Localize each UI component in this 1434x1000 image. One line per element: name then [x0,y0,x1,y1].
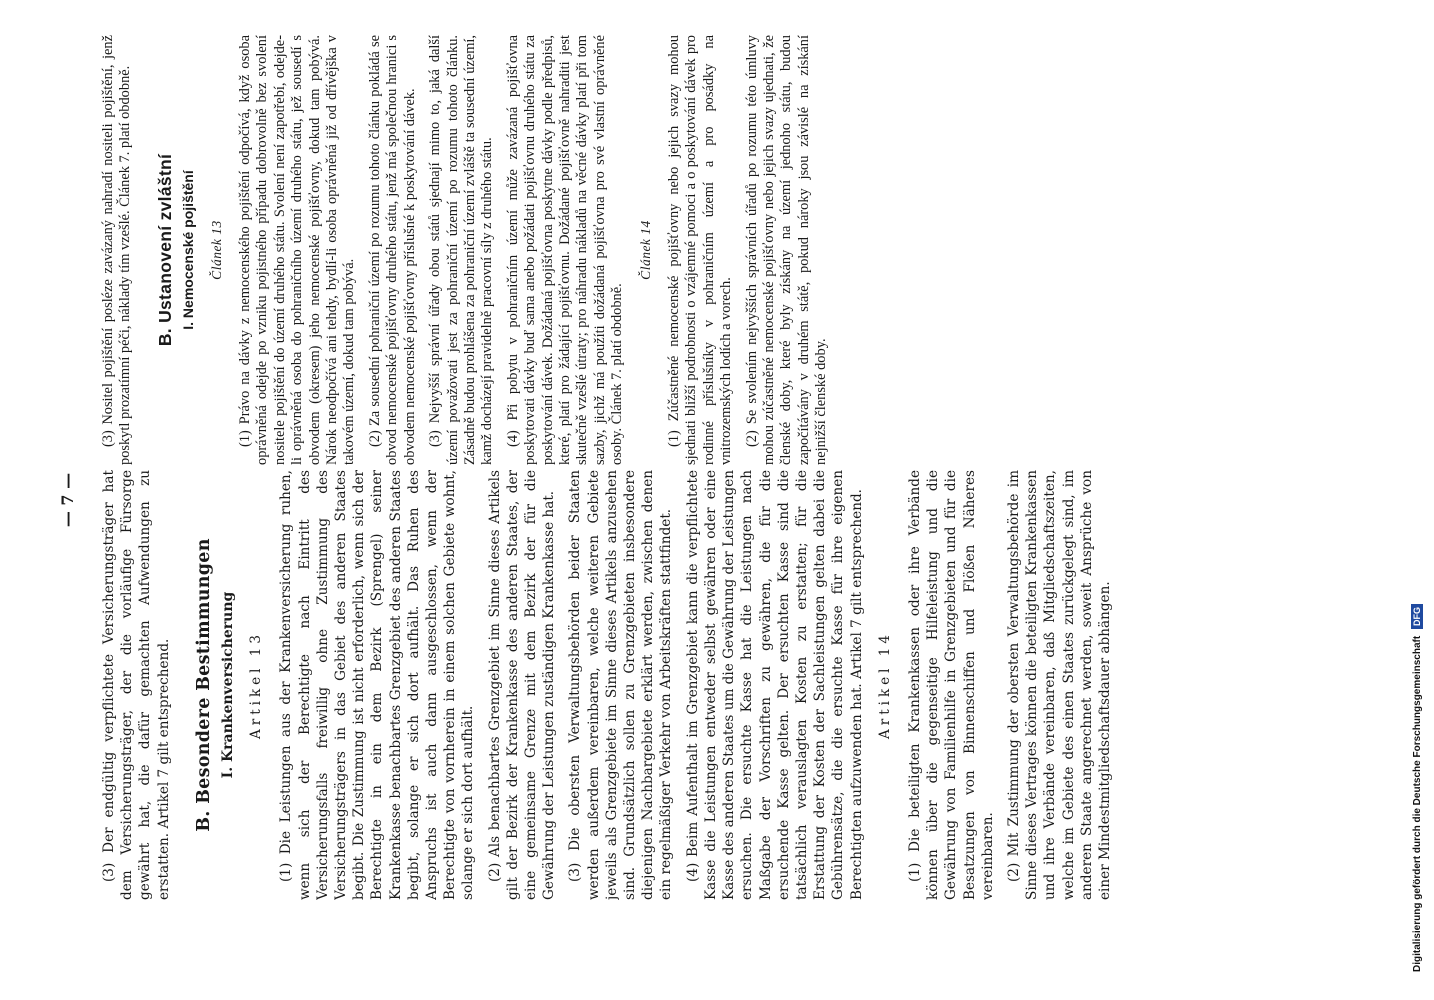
dfg-logo: DFG [1411,604,1423,629]
czech-art14-para-1: (1) Zúčastněné nemocenské pojišťovny nebo jejich svazy mohou sjednati bližší podrobnosti o vzájemné pomoci a o poskytování dávek pro rodinné příslušníky v pohraničním území a pro posádky na vnitrozemských lodích a vorech. [665,35,735,465]
german-article-14-title: Artikel 14 [876,631,893,739]
german-intro-paragraph: (3) Der endgültig verpflichtete Versicherungsträger hat dem Versicherungsträger, der die vorläufige Fürsorge gewährt hat, die dafür gemachten Aufwendungen zu erstatten. Artikel 7 gilt entsprechend. [101,470,172,900]
czech-art14-para-2: (2) Se svolením nejvyšších správních úřadů po rozumu této úmluvy mohou zúčastněné nemocenské pojišťovny nebo jejich svazy ujednati, že členské doby, které byly získány na území jednoho státu, budou započítávány v druhém státě, pokud nároky jsou závislé na získání nejnižší členské doby. [743,35,830,465]
czech-art13-para-1: (1) Právo na dávky z nemocenského pojištění odpočívá, když osoba oprávněná odejde po vzniku pojistného případu dobrovolně bez svolení nositele pojištění do území druhého státu. Svolení není zapotřebí, odejde-li oprávněná osoba do pohraničního území druhého státu, jež sousedí s obvodem (okresem) jeho nemocenské pojišťovny, dokud tam pobývá. Nárok neodpočívá ani tehdy, bydlí-li osoba oprávněná již od dřívějška v takovém území, dokud tam pobývá. [237,35,358,465]
czech-section-title: B. Ustanovení zvláštní [154,153,175,347]
german-art13-para-3: (3) Die obersten Verwaltungsbehörden beider Staaten werden außerdem vereinbaren, welche weiteren Gebiete jeweils als Grenzgebiete im Sinne dieses Artikels anzusehen sind. Grundsätzlich sollen zu Grenzgebieten insbesondere diejenigen Nachbargebiete erklärt werden, zwischen denen ein regelmäßiger Verkehr von Arbeitskräften stattfindet. [567,470,675,900]
german-art14-para-2: (2) Mit Zustimmung der obersten Verwaltungsbehörde im Sinne dieses Vertrages können die beteiligten Krankenkassen und ihre Verbände vereinbaren, daß Mitgliedschaftszeiten, welche im Gebiete des einen Staates zurückgelegt sind, im anderen Staate angerechnet werden, soweit Ansprüche von einer Mindestmitgliedschaftsdauer abhängen. [1005,470,1113,900]
german-art13-para-1: (1) Die Leistungen aus der Krankenversicherung ruhen, wenn sich der Berechtigte nach Eintritt des Versicherungsfalls freiwillig ohne Zustimmung des Versicherungsträgers in das Gebiet des anderen Staates begibt. Die Zustimmung ist nicht erforderlich, wenn sich der Berechtigte in ein dem Bezirk (Sprengel) seiner Krankenkasse benachbartes Grenzgebiet des anderen Staates begibt, solange er sich dort aufhält. Das Ruhen des Anspruchs ist auch dann ausgeschlossen, wenn der Berechtigte von vornherein in einem solchen Gebiete wohnt, solange er sich dort aufhält. [278,470,477,900]
czech-column [100,35,1280,465]
german-subsection-title: I. Krankenversicherung [220,591,237,779]
digitization-credit [1410,12,1426,972]
credit-text: Digitalisierung gefördert durch die Deutsche Forschungsgemeinschaft [1412,635,1423,972]
german-art13-para-4: (4) Beim Aufenthalt im Grenzgebiet kann die verpflichtete Kasse die Leistungen entweder selbst gewähren oder eine Kasse des anderen Staates um die Gewährung der Leistungen ersuchen. Die ersuchte Kasse hat die Leistungen nach Maßgabe der Vorschriften zu gewähren, die für die ersuchende Kasse gelten. Der ersuchten Kasse sind die tatsächlich verauslagten Kosten zu erstatten; für die Erstattung der Kosten der Sachleistungen gelten dabei die Gebührensätze, die die ersuchte Kasse für ihre eigenen Berechtigten aufzuwenden hat. Artikel 7 gilt entsprechend. [684,470,865,900]
czech-intro-paragraph: (3) Nositel pojištění posléze zavázaný nahradí nositeli pojištění, jenž poskytl prozatímní péči, náklady tím vzešlé. Článek 7. platí obdobně. [100,35,134,465]
german-art14-para-1: (1) Die beteiligten Krankenkassen oder ihre Verbände können über die gegenseitige Hilfeleistung und die Gewährung von Familienhilfe in Grenzgebieten und für die Besatzungen von Binnenschiffen und Flößen Näheres vereinbaren. [906,470,996,900]
czech-subsection-title: I. Nemocenské pojištění [180,170,197,330]
german-section-title: B. Besondere Bestimmungen [193,538,214,832]
page-number: — 7 — [58,472,77,528]
czech-art13-para-2: (2) Za sousední pohraniční území po rozumu tohoto článku pokládá se obvod nemocenské pojišťovny druhého státu, jenž má společnou hranici s obvodem nemocenské pojišťovny příslušné k poskytování dávek. [366,35,418,465]
czech-art13-para-4: (4) Při pobytu v pohraničním území může zavázaná pojišťovna poskytovati dávky buď sama anebo požádati pojišťovnu druhého státu za poskytování dávek. Dožádaná pojišťovna poskytne dávky podle předpisů, které, platí pro žádající pojišťovnu. Dožádané pojišťovně nahraditi jest skutečně vzešlé útraty; pro náhradu nákladů na věcné dávky platí při tom sazby, jichž má použíti dožádaná pojišťovna pro své vlastní oprávněné osoby. Článek 7. platí obdobně. [504,35,626,465]
czech-art13-para-3: (3) Nejvyšší správní úřady obou států sjednají mimo to, jaká další území považovati jest za pohraniční území po rozumu tohoto článku. Zásadně budou prohlášena za pohraniční území zvláště ta sousední území, kamž docházejí pravidelně pracovní síly z druhého státu. [427,35,496,465]
german-article-13-title: Artikel 13 [248,631,265,739]
czech-article-14-title: Článek 14 [637,220,653,280]
german-art13-para-2: (2) Als benachbartes Grenzgebiet im Sinne dieses Artikels gilt der Bezirk der Krankenkasse des anderen Staates, der eine gemeinsame Grenze mit dem Bezirk der für die Gewährung der Leistungen zuständigen Krankenkasse hat. [486,470,558,900]
german-column [100,470,1280,900]
czech-article-13-title: Článek 13 [208,220,224,280]
